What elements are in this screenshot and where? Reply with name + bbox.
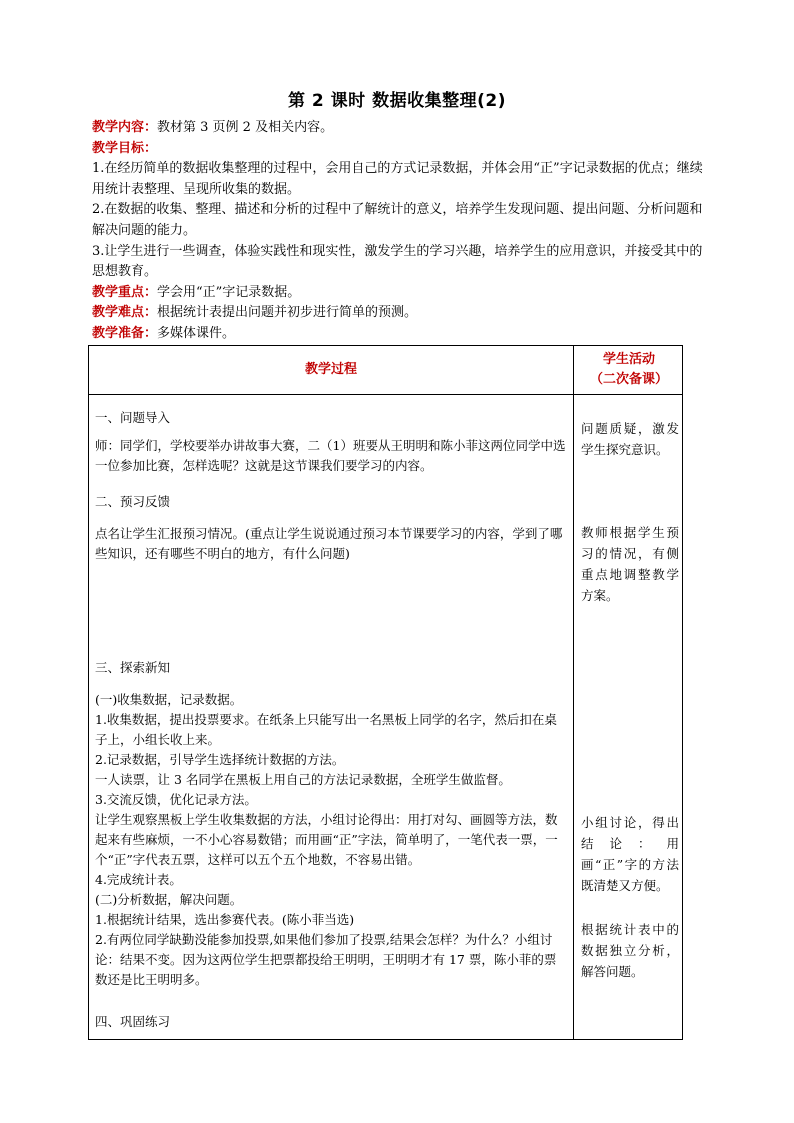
header-side-line1: 学生活动 xyxy=(602,352,655,367)
section-3-line: 一人读票，让 3 名同学在黑板上用自己的方法记录数据，全班学生做监督。 xyxy=(95,772,511,787)
section-3-line: 3.交流反馈，优化记录方法。 xyxy=(95,792,257,807)
section-2-text: 点名让学生汇报预习情况。(重点让学生说说通过预习本节课要学习的内容，学到了哪些知识，还有哪些不明白的地方，有什么问题) xyxy=(95,526,563,561)
goal-1: 1.在经历简单的数据收集整理的过程中，会用自己的方式记录数据，并体会用“正”字记录数据的优点；继续用统计表整理、呈现所收集的数据。 xyxy=(92,161,703,197)
section-3-line: 1.根据统计结果，选出参赛代表。(陈小菲当选) xyxy=(95,912,355,927)
goal-2: 2.在数据的收集、整理、描述和分析的过程中了解统计的意义，培养学生发现问题、提出问题、分析问题和解决问题的能力。 xyxy=(92,202,703,238)
lesson-intro xyxy=(92,118,714,345)
section-3-line: 4.完成统计表。 xyxy=(95,872,182,887)
prep-label: 教学准备： xyxy=(92,325,158,341)
teaching-process-table xyxy=(88,345,683,1040)
content-text: 教材第 3 页例 2 及相关内容。 xyxy=(157,120,334,135)
side-note-2 xyxy=(581,522,679,606)
section-1-title: 一、问题导入 xyxy=(95,410,171,425)
goals-line xyxy=(92,139,714,160)
side-note-1 xyxy=(581,418,679,460)
side-note-3 xyxy=(581,812,679,896)
prep-text: 多媒体课件。 xyxy=(157,325,236,341)
section-3-line: 2.有两位同学缺勤没能参加投票,如果他们参加了投票,结果会怎样？为什么？小组讨论：结果不变。因为这两位学生把票都投给王明明，王明明才有 17 票，陈小菲的票数还是比王明明多。 xyxy=(95,932,557,987)
section-3-line: 1.收集数据，提出投票要求。在纸条上只能写出一名黑板上同学的名字，然后扣在桌子上，小组长收上来。 xyxy=(95,712,557,747)
section-3-line: 让学生观察黑板上学生收集数据的方法，小组讨论得出：用打对勾、画圆等方法，数起来有些麻烦，一不小心容易数错；而用画“正”字法，简单明了，一笔代表一票，一个“正”字代表五票，这样可以五个五个地数，不容易出错。 xyxy=(95,812,558,867)
section-3 xyxy=(95,658,567,990)
section-2-title: 二、预习反馈 xyxy=(95,494,171,509)
section-3-title: 三、探索新知 xyxy=(95,660,171,675)
section-3-line: (一)收集数据，记录数据。 xyxy=(95,692,243,707)
side-note-2-text: 教师根据学生预习的情况，有侧重点地调整教学方案。 xyxy=(581,525,679,603)
section-4-title: 四、巩固练习 xyxy=(95,1014,171,1029)
section-3-line: 2.记录数据，引导学生选择统计数据的方法。 xyxy=(95,752,345,767)
content-line xyxy=(92,118,714,139)
header-divider xyxy=(89,394,682,395)
column-divider xyxy=(573,346,574,1039)
key-line xyxy=(92,283,714,304)
key-label: 教学重点： xyxy=(92,284,158,300)
key-text: 学会用“正”字记录数据。 xyxy=(157,284,301,300)
section-4 xyxy=(95,1012,567,1032)
page-title: 第 2 课时 数据收集整理(2) xyxy=(288,91,506,111)
section-1 xyxy=(95,408,567,476)
section-2 xyxy=(95,492,567,564)
header-teaching-process: 教学过程 xyxy=(304,362,357,377)
content-label: 教学内容： xyxy=(92,120,158,135)
header-student-activity xyxy=(574,350,684,390)
side-note-3-text: 小组讨论，得出结论：用画“正”字的方法既清楚又方便。 xyxy=(581,815,679,893)
section-1-text: 师：同学们，学校要举办讲故事大赛，二（1）班要从王明明和陈小菲这两位同学中选一位参加比赛，怎样选呢？这就是这节课我们要学习的内容。 xyxy=(95,438,566,473)
section-3-line: (二)分析数据，解决问题。 xyxy=(95,892,243,907)
side-note-4-text: 根据统计表中的数据独立分析，解答问题。 xyxy=(581,922,679,979)
goals-label: 教学目标： xyxy=(92,140,158,156)
header-side-line2: （二次备课） xyxy=(589,372,668,387)
section-3-body xyxy=(95,690,567,990)
difficulty-label: 教学难点： xyxy=(92,305,158,321)
difficulty-text: 根据统计表提出问题并初步进行简单的预测。 xyxy=(157,305,418,321)
goal-3: 3.让学生进行一些调查，体验实践性和现实性，激发学生的学习兴趣，培养学生的应用意识，并接受其中的思想教育。 xyxy=(92,243,703,280)
prep-line xyxy=(92,324,714,345)
side-note-1-text: 问题质疑，激发学生探究意识。 xyxy=(581,421,679,457)
side-note-4 xyxy=(581,919,679,982)
difficulty-line xyxy=(92,303,714,324)
